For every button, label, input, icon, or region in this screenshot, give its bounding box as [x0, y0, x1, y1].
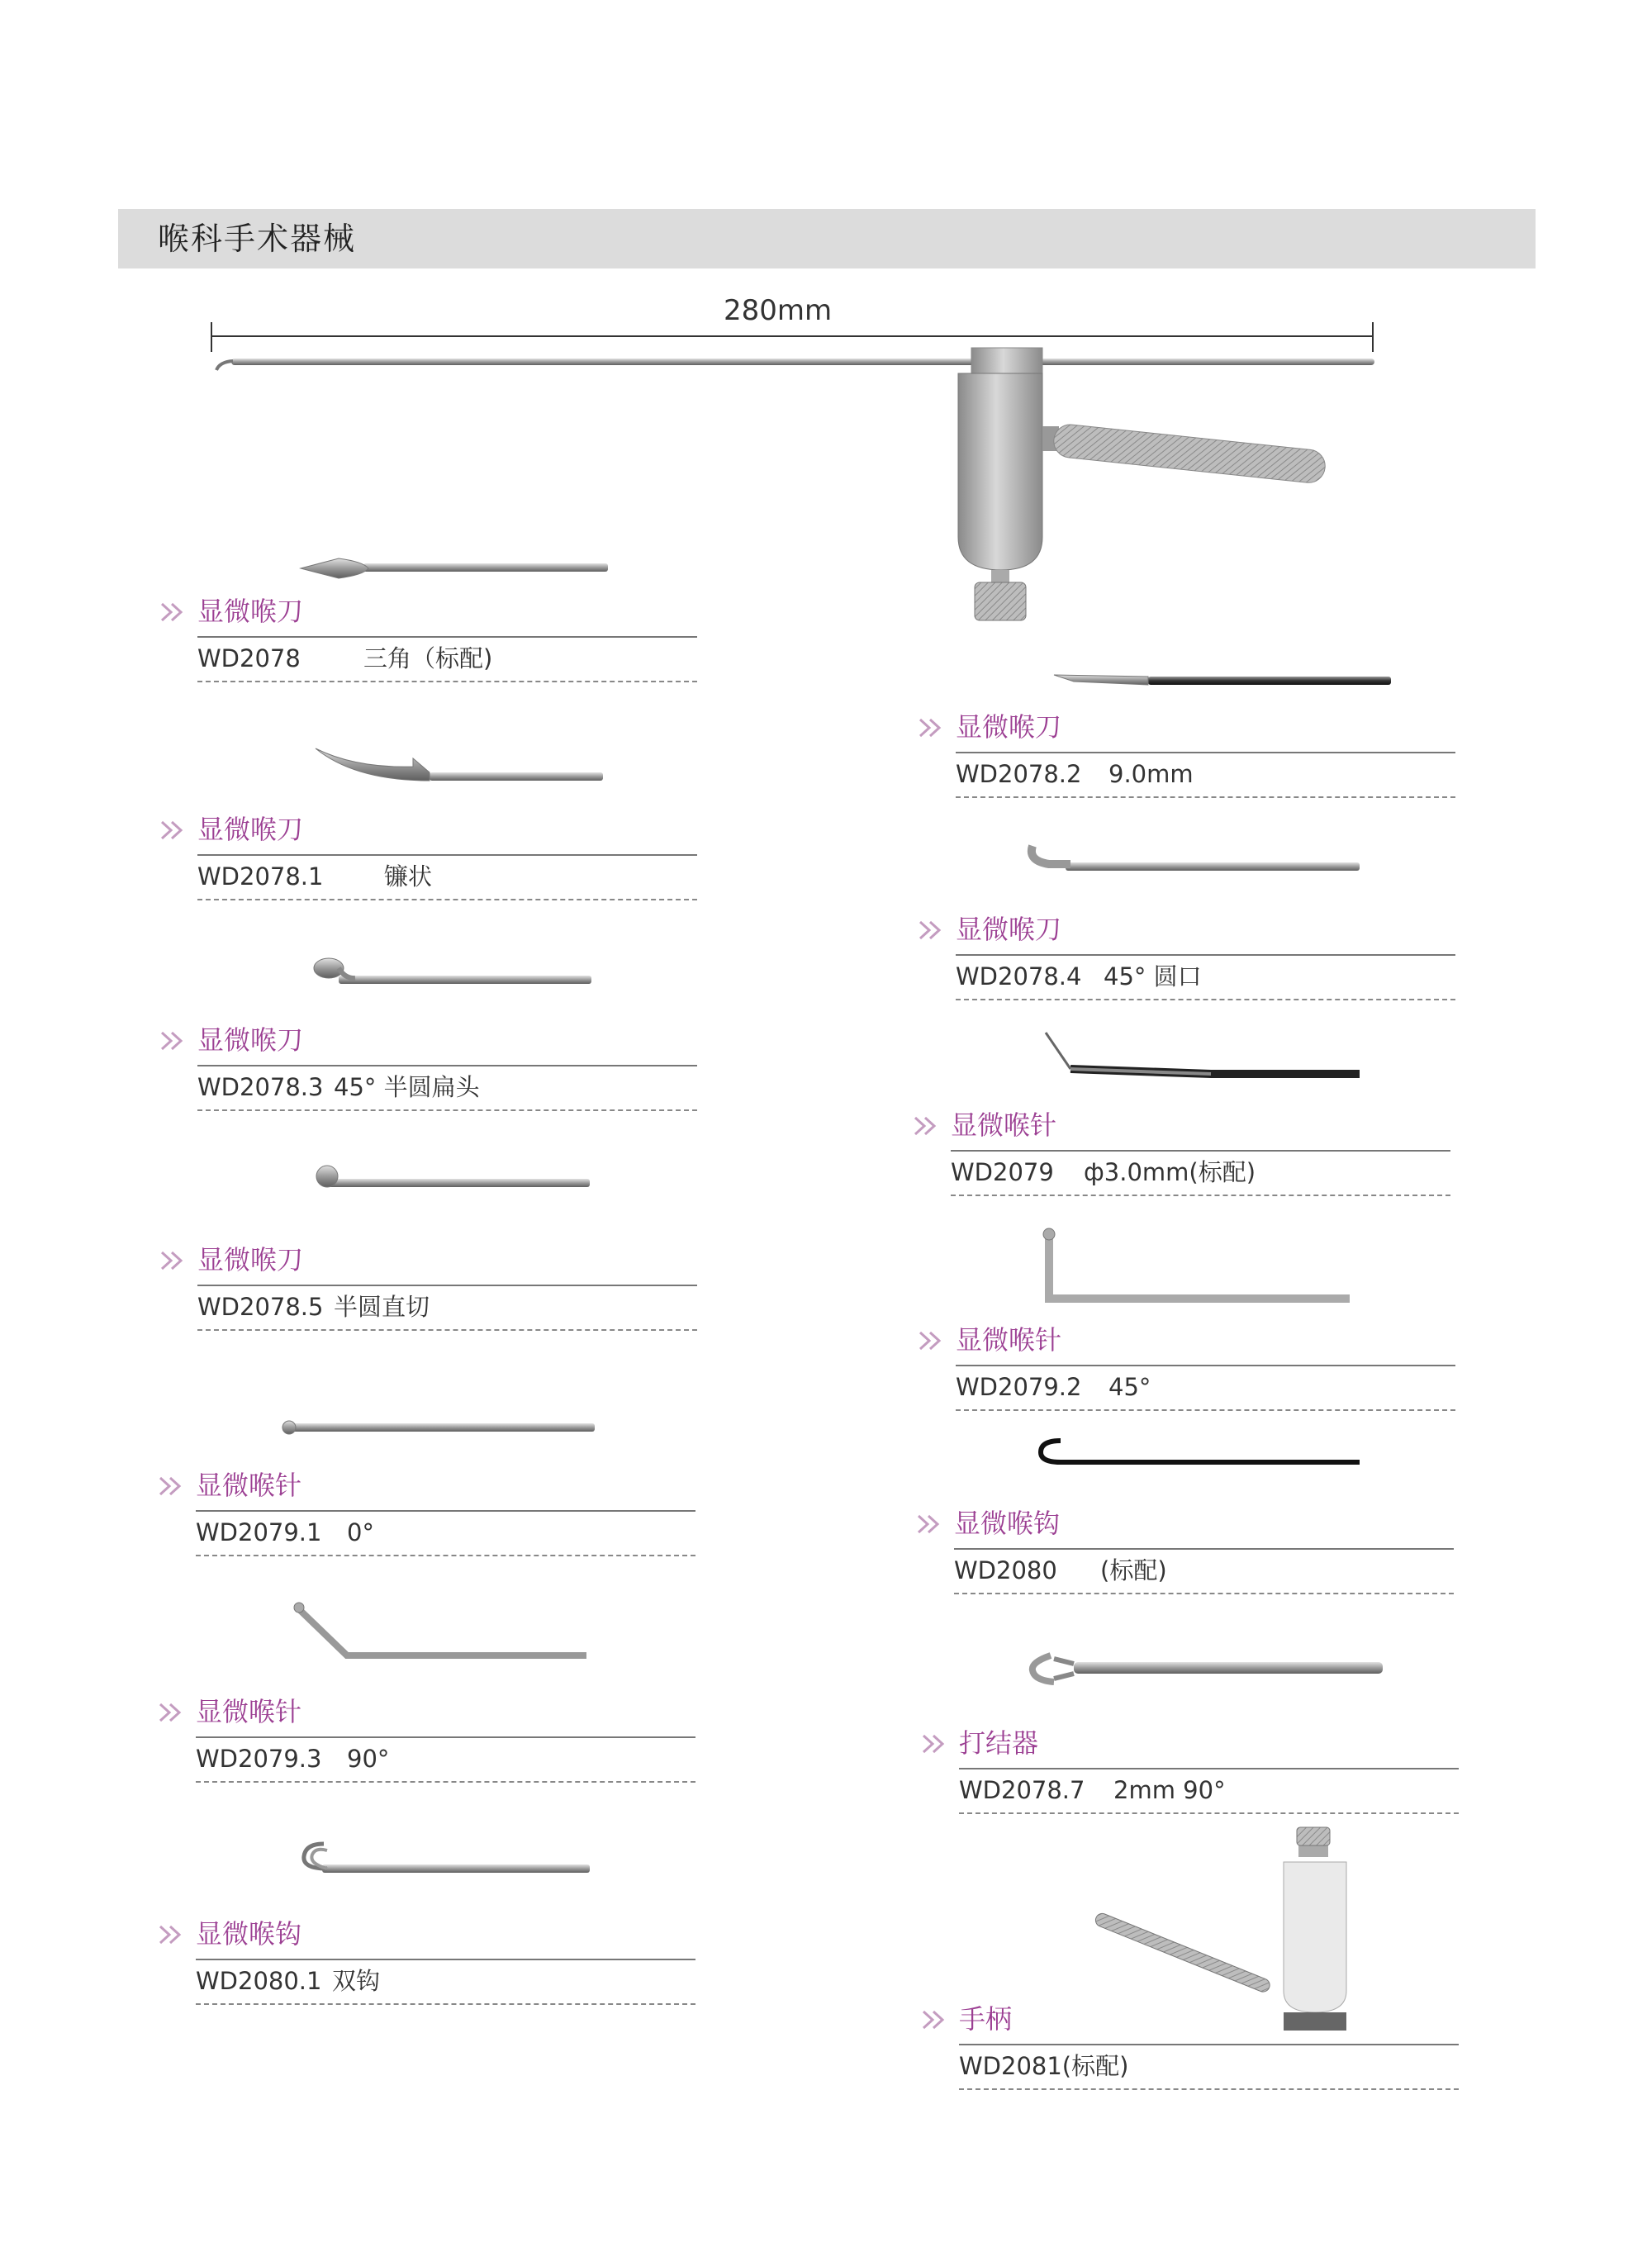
divider — [197, 681, 697, 682]
fine-needle-image — [1046, 1033, 1360, 1074]
product-spec: 9.0mm — [1108, 760, 1194, 788]
knot-pusher-image — [1032, 1655, 1383, 1682]
divider — [951, 1195, 1450, 1196]
sickle-knife-image — [316, 748, 603, 781]
divider — [959, 2088, 1459, 2090]
divider — [959, 1768, 1459, 1769]
product-code: WD2078.1 — [197, 862, 324, 891]
chevron-double-right-icon — [160, 601, 193, 623]
product-entry — [160, 593, 656, 684]
product-spec: 双钩 — [332, 1967, 381, 1995]
divider — [197, 636, 697, 638]
divider — [196, 1959, 695, 1960]
product-entry — [919, 1322, 1414, 1413]
product-spec: 2mm 90° — [1113, 1776, 1226, 1804]
product-spec: 0° — [347, 1518, 374, 1546]
divider — [196, 1510, 695, 1512]
product-code: WD2078.4 — [956, 962, 1082, 990]
product-entry — [914, 1107, 1409, 1198]
product-code: WD2079.3 — [196, 1745, 322, 1773]
product-name: 显微喉钩 — [196, 1918, 302, 1950]
product-entry — [160, 1022, 656, 1113]
divider — [197, 854, 697, 856]
product-code: WD2078.2 — [956, 760, 1082, 788]
product-entry — [917, 1505, 1412, 1596]
flat-knife-image — [1054, 675, 1391, 685]
product-entry — [922, 2001, 1417, 2092]
product-name: 手柄 — [959, 2003, 1013, 2035]
divider — [959, 2044, 1459, 2045]
divider — [956, 752, 1455, 753]
divider — [956, 1365, 1455, 1366]
chevron-double-right-icon — [919, 919, 952, 941]
product-name: 显微喉针 — [196, 1696, 302, 1727]
divider — [197, 1329, 697, 1331]
product-code: WD2079.2 — [956, 1373, 1082, 1401]
product-spec: 半圆直切 — [334, 1293, 430, 1321]
product-entry — [919, 709, 1414, 800]
product-entry — [919, 911, 1414, 1002]
divider — [197, 899, 697, 900]
chevron-double-right-icon — [919, 1330, 952, 1351]
divider — [951, 1150, 1450, 1152]
product-code: WD2079.1 — [196, 1518, 322, 1546]
section-title: 喉科手术器械 — [158, 221, 357, 257]
angled-needle-image — [294, 1603, 586, 1655]
product-entry — [159, 1467, 654, 1558]
hook-image — [1041, 1441, 1360, 1462]
product-spec: 45° — [1108, 1373, 1151, 1401]
product-name: 显微喉刀 — [197, 596, 304, 627]
product-name: 显微喉针 — [951, 1109, 1057, 1141]
divider — [196, 1736, 695, 1738]
product-spec: 45° 半圆扁头 — [334, 1073, 480, 1101]
divider — [954, 1548, 1454, 1550]
product-name: 显微喉刀 — [956, 711, 1062, 743]
straight-needle-image — [282, 1421, 595, 1434]
product-code: WD2078.5 — [197, 1293, 324, 1321]
chevron-double-right-icon — [922, 2009, 955, 2031]
chevron-double-right-icon — [159, 1702, 192, 1723]
main-instrument-image — [216, 348, 1374, 620]
product-code: WD2081(标配) — [959, 2052, 1129, 2080]
chevron-double-right-icon — [159, 1924, 192, 1945]
product-name: 显微喉刀 — [197, 814, 304, 845]
ball-knife-image — [316, 1166, 590, 1187]
divider — [954, 1593, 1454, 1594]
product-spec: ф3.0mm(标配) — [1084, 1158, 1256, 1186]
triangle-knife-image — [301, 558, 608, 578]
product-name: 显微喉针 — [956, 1324, 1062, 1356]
product-code: WD2080 — [954, 1556, 1057, 1584]
divider — [956, 1409, 1455, 1411]
chevron-double-right-icon — [922, 1733, 955, 1755]
chevron-double-right-icon — [919, 717, 952, 739]
divider — [196, 1781, 695, 1783]
chevron-double-right-icon — [160, 1250, 193, 1271]
dimension-label: 280mm — [724, 294, 833, 327]
divider — [956, 954, 1455, 956]
product-spec: 90° — [347, 1745, 390, 1773]
product-spec: 45° 圆口 — [1104, 962, 1202, 990]
product-entry — [160, 811, 656, 902]
dimension-line — [211, 322, 1373, 352]
double-hook-image — [304, 1844, 590, 1873]
chevron-double-right-icon — [917, 1513, 950, 1535]
product-entry — [159, 1693, 654, 1784]
chevron-double-right-icon — [160, 819, 193, 841]
product-spec: 三角（标配) — [363, 644, 493, 672]
divider — [196, 2003, 695, 2005]
round-knife-image — [1032, 846, 1360, 871]
product-code: WD2079 — [951, 1158, 1054, 1186]
product-name: 显微喉刀 — [956, 914, 1062, 945]
divider — [956, 796, 1455, 798]
product-name: 显微喉刀 — [197, 1244, 304, 1275]
product-code: WD2078 — [197, 644, 301, 672]
divider — [197, 1109, 697, 1111]
product-entry — [922, 1725, 1417, 1816]
product-spec: (标配) — [1100, 1556, 1167, 1584]
product-code: WD2080.1 — [196, 1967, 322, 1995]
chevron-double-right-icon — [914, 1115, 947, 1137]
divider — [197, 1285, 697, 1286]
product-entry — [160, 1242, 656, 1332]
l-needle-image — [1043, 1228, 1350, 1299]
divider — [956, 999, 1455, 1000]
divider — [196, 1555, 695, 1556]
divider — [197, 1065, 697, 1066]
product-name: 打结器 — [959, 1727, 1039, 1759]
product-code: WD2078.3 — [197, 1073, 324, 1101]
product-spec: 镰状 — [384, 862, 433, 891]
product-name: 显微喉刀 — [197, 1024, 304, 1056]
chevron-double-right-icon — [159, 1475, 192, 1497]
product-entry — [159, 1916, 654, 2007]
product-name: 显微喉钩 — [954, 1508, 1061, 1539]
product-code: WD2078.7 — [959, 1776, 1085, 1804]
divider — [959, 1812, 1459, 1814]
spoon-knife-image — [314, 958, 591, 984]
product-name: 显微喉针 — [196, 1470, 302, 1501]
chevron-double-right-icon — [160, 1030, 193, 1052]
